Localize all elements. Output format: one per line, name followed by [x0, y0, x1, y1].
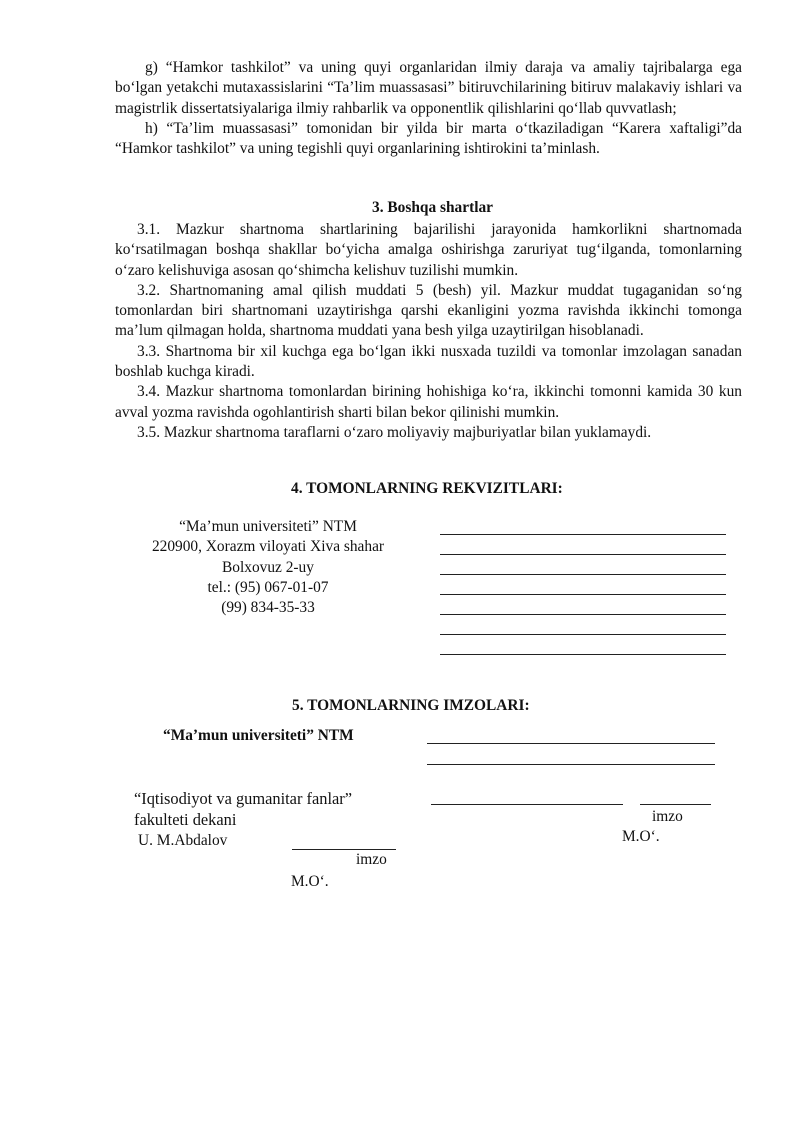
- blank-line: [440, 654, 726, 655]
- sign-org-name: “Ma’mun universiteti” NTM: [163, 727, 354, 744]
- blank-line: [440, 634, 726, 635]
- section5-title: 5. TOMONLARNING IMZOLARI:: [292, 697, 530, 714]
- dean-signature-line: [292, 849, 396, 850]
- partner-signature-line-short: [640, 804, 711, 805]
- blank-line: [440, 554, 726, 555]
- blank-line: [440, 574, 726, 575]
- org-name: “Ma’mun universiteti” NTM: [179, 518, 357, 535]
- item-g: g) “Hamkor tashkilot” va uning quyi organlaridan ilmiy daraja va amaliy tajribalarga ega bo‘lgan yetakchi mutaxassislarini “Ta’lim muassasasi” bitiruvchilarining bitiruv malakaviy ishlari va magistrlik dissertatsiyalariga ilmiy rahbarlik va opponentlik qilishlarini qo‘llab quvvatlash;: [115, 59, 742, 117]
- blank-line: [440, 594, 726, 595]
- blank-line: [440, 534, 726, 535]
- item-3-1: 3.1. Mazkur shartnoma shartlarining bajarilishi jarayonida hamkorlikni shartnomada ko‘rsatilmagan boshqa shakllar bo‘yicha amalga oshirishga zaruriyat tug‘ilganda, tomonlarning o‘zaro kelishuviga asosan qo‘shimcha kelishuv tuzilishi mumkin.: [115, 221, 742, 279]
- stamp-label-right: M.O‘.: [622, 828, 660, 845]
- section4-title: 4. TOMONLARNING REKVIZITLARI:: [291, 480, 563, 497]
- item-3-5: 3.5. Mazkur shartnoma taraflarni o‘zaro moliyaviy majburiyatlar bilan yuklamaydi.: [137, 423, 652, 441]
- faculty-line-2: fakulteti dekani: [134, 810, 237, 829]
- dean-name: U. M.Abdalov: [138, 832, 228, 849]
- org-phone-1: tel.: (95) 067-01-07: [207, 578, 329, 596]
- imzo-label-right: imzo: [652, 808, 683, 825]
- section3-text: [115, 220, 742, 443]
- stamp-label-left: M.O‘.: [291, 873, 329, 890]
- faculty-line-1: “Iqtisodiyot va gumanitar fanlar”: [134, 789, 353, 808]
- section3-title: 3. Boshqa shartlar: [372, 199, 494, 216]
- item-h: h) “Ta’lim muassasasi” tomonidan bir yilda bir marta o‘tkaziladigan “Karera xaftaligi”da “Hamkor tashkilot” va uning tegishli quyi organlarining ishtirokini ta’minlash.: [115, 119, 742, 158]
- blank-line: [440, 614, 726, 615]
- signature-line: [427, 764, 715, 765]
- org-address: 220900, Xorazm viloyati Xiva shahar: [151, 538, 385, 556]
- org-street: Bolxovuz 2-uy: [222, 558, 314, 576]
- item-3-3: 3.3. Shartnoma bir xil kuchga ega bo‘lgan ikki nusxada tuzildi va tomonlar imzolagan sanadan boshlab kuchga kiradi.: [115, 342, 742, 381]
- org-requisites: [118, 517, 418, 618]
- item-3-4: 3.4. Mazkur shartnoma tomonlardan birining hohishiga ko‘ra, ikkinchi tomonni kamida 30 kun avval yozma ravishda ogohlantirish sharti bilan bekor qilinishi mumkin.: [115, 383, 742, 421]
- signature-line: [427, 743, 715, 744]
- section2-text: [115, 58, 742, 159]
- org-phone-2: (99) 834-35-33: [221, 599, 315, 617]
- partner-signature-line: [431, 804, 623, 805]
- item-3-2: 3.2. Shartnomaning amal qilish muddati 5 (besh) yil. Mazkur muddat tugaganidan so‘ng tomonlardan biri shartnomani uzaytirishga qarshi ekanligini yozma ravishda ikkinchi tomonga ma’lum qilmagan holda, shartnoma muddati yana besh yilga uzaytirilgan hisoblanadi.: [115, 281, 742, 340]
- imzo-label-left: imzo: [356, 851, 387, 868]
